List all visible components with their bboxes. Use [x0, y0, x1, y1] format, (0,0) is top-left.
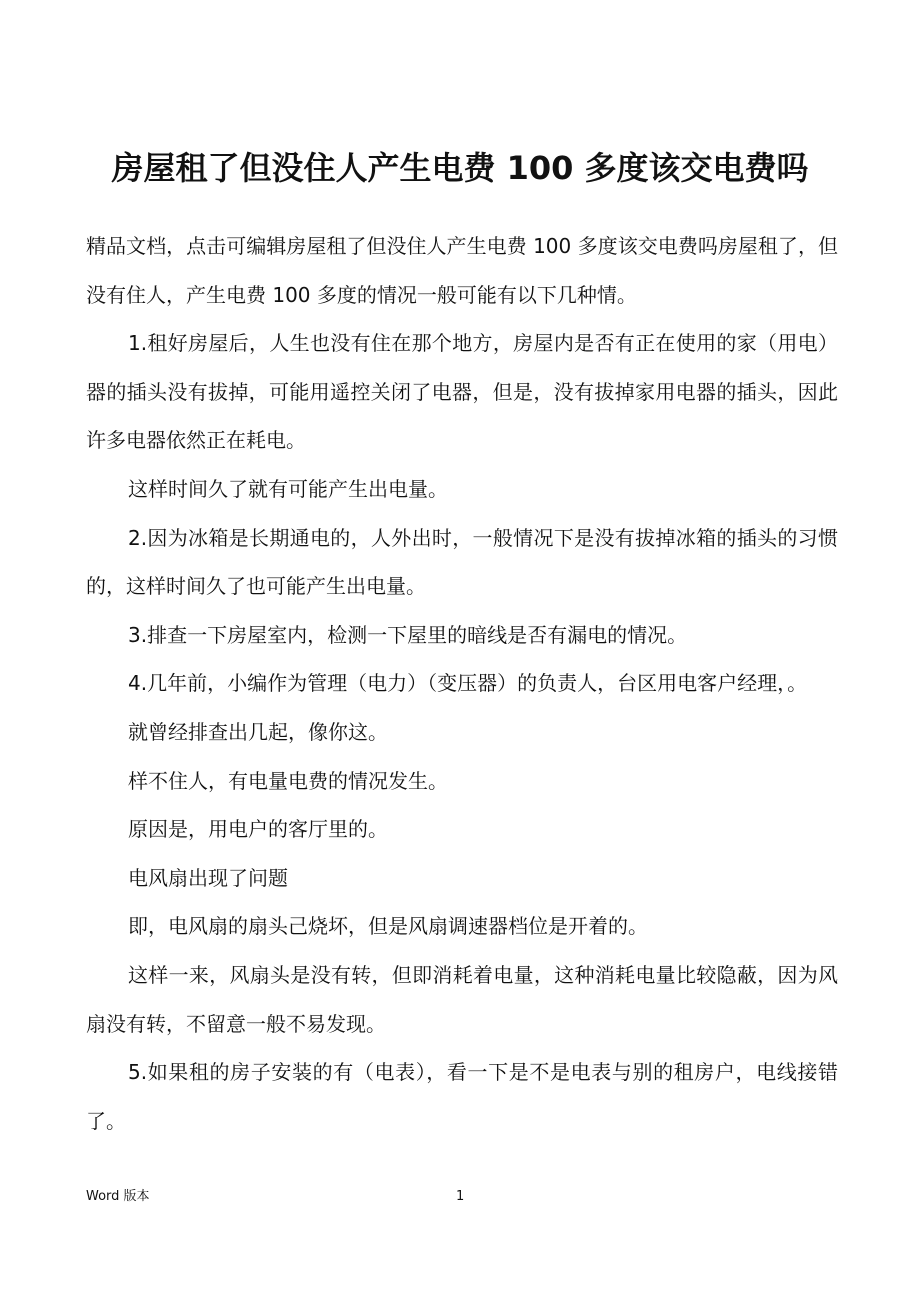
- paragraph-item-2: 2.因为冰箱是长期通电的，人外出时，一般情况下是没有拔掉冰箱的插头的习惯的，这样时间久了也可能产生出电量。: [86, 525, 838, 599]
- paragraph-item-4: 4.几年前，小编作为管理（电力）（变压器）的负责人，台区用电客户经理，。: [128, 671, 808, 696]
- paragraph-line: 原因是，用电户的客厅里的。: [128, 817, 388, 842]
- paragraph-line: 样不住人，有电量电费的情况发生。: [128, 768, 448, 793]
- paragraph-item-1: 1.租好房屋后，人生也没有住在那个地方，房屋内是否有正在使用的家（用电）器的插头没有拔掉，可能用遥控关闭了电器，但是，没有拔掉家用电器的插头，因此许多电器依然正在耗电。: [86, 331, 838, 453]
- paragraph-line: 就曾经排查出几起，像你这。: [128, 719, 388, 744]
- intro-paragraph: 精品文档，点击可编辑房屋租了但没住人产生电费 100 多度该交电费吗房屋租了，但没有住人，产生电费 100 多度的情况一般可能有以下几种情。: [86, 234, 838, 307]
- paragraph-item-5: 5.如果租的房子安装的有（电表），看一下是不是电表与别的租房户，电线接错了。: [86, 1060, 838, 1133]
- paragraph-line: 即，电风扇的扇头己烧坏，但是风扇调速器档位是开着的。: [128, 914, 648, 939]
- paragraph-line: 这样一来，风扇头是没有转，但即消耗着电量，这种消耗电量比较隐蔽，因为风扇没有转，不留意一般不易发现。: [86, 962, 838, 1036]
- paragraph-line: 电风扇出现了问题: [128, 865, 288, 890]
- footer-version-label: Word 版本: [86, 1189, 150, 1204]
- footer-page-number: 1: [456, 1189, 465, 1204]
- paragraph-item-3: 3.排查一下房屋室内，检测一下屋里的暗线是否有漏电的情况。: [128, 622, 688, 647]
- paragraph-note: 这样时间久了就有可能产生出电量。: [128, 476, 448, 501]
- document-body: [86, 222, 838, 1145]
- document-title: 房屋租了但没住人产生电费 100 多度该交电费吗: [111, 149, 809, 187]
